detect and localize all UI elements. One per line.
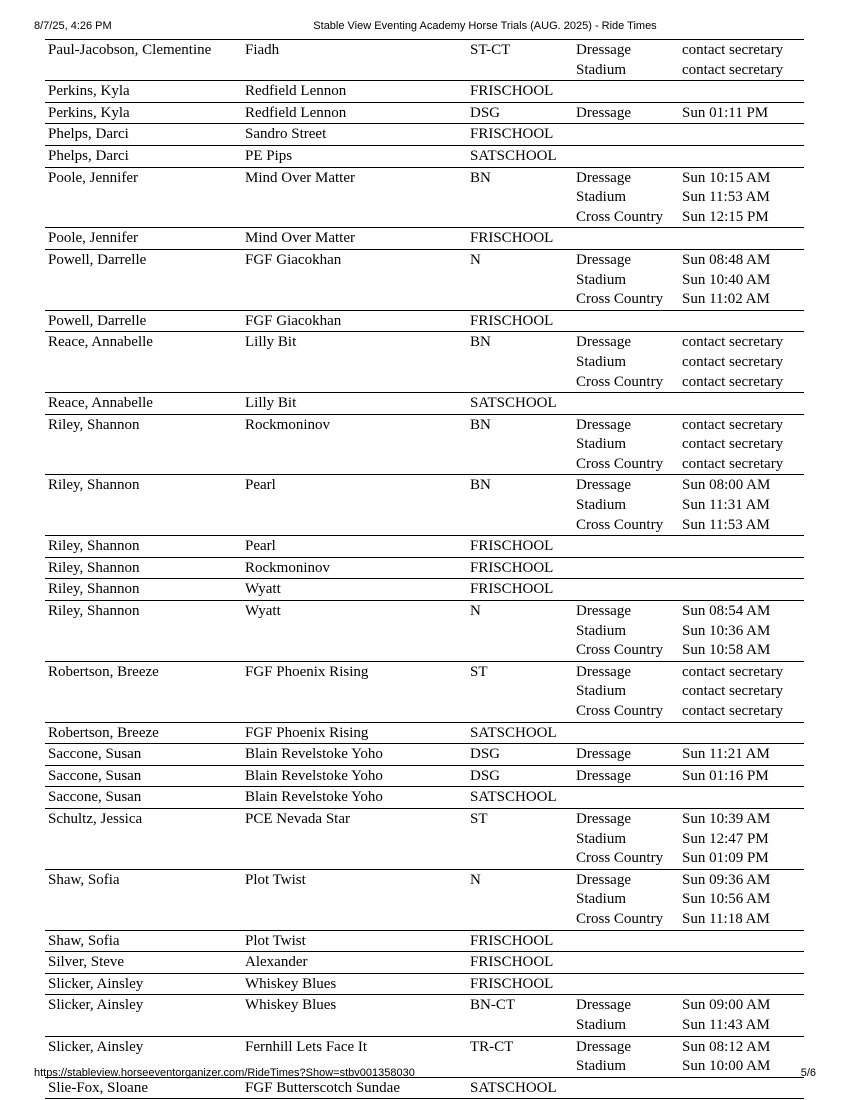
rider-cell: Silver, Steve xyxy=(48,954,125,971)
rider-cell: Phelps, Darci xyxy=(48,126,129,143)
phase-label: Stadium xyxy=(576,1016,627,1033)
ride-time: contact secretary xyxy=(682,42,784,58)
phase-cell xyxy=(573,952,679,974)
horse-cell: Fiadh xyxy=(245,42,280,58)
rider-cell: Perkins, Kyla xyxy=(48,83,130,100)
phase-label: Dressage xyxy=(576,1038,631,1055)
ride-time: contact secretary xyxy=(682,353,784,370)
table-row xyxy=(45,744,804,766)
phase-label: Dressage xyxy=(576,42,631,58)
horse-cell: PCE Nevada Star xyxy=(245,810,350,827)
phase-label: Stadium xyxy=(576,622,627,639)
rider-cell: Robertson, Breeze xyxy=(48,663,159,680)
rider-cell: Riley, Shannon xyxy=(48,581,140,598)
division-cell: ST xyxy=(470,810,488,827)
phase-label: Stadium xyxy=(576,436,627,453)
horse-cell: Pearl xyxy=(245,477,276,494)
ride-time: Sun 10:15 AM xyxy=(682,169,771,186)
table-row xyxy=(45,228,804,250)
ride-time: Sun 11:02 AM xyxy=(682,291,770,308)
horse-cell: FGF Giacokhan xyxy=(245,251,342,268)
table-row xyxy=(45,661,804,722)
phase-label: Stadium xyxy=(576,353,627,370)
division-cell: FRISCHOOL xyxy=(470,975,554,992)
rider-cell: Slicker, Ainsley xyxy=(48,975,144,992)
division-cell: SATSCHOOL xyxy=(470,789,557,806)
phase-label: Cross Country xyxy=(576,516,664,533)
division-cell: FRISCHOOL xyxy=(470,954,554,971)
horse-cell: FGF Giacokhan xyxy=(245,312,342,329)
rider-cell: Poole, Jennifer xyxy=(48,230,138,247)
phase-label: Stadium xyxy=(576,683,627,700)
division-cell: BN xyxy=(470,169,491,186)
ride-time: Sun 12:15 PM xyxy=(682,208,769,225)
time-cell xyxy=(679,973,804,995)
ride-times-body xyxy=(45,40,804,1099)
ride-time: Sun 11:43 AM xyxy=(682,1016,770,1033)
time-cell xyxy=(679,102,804,124)
horse-cell: Blain Revelstoke Yoho xyxy=(245,746,383,763)
time-cell xyxy=(679,167,804,228)
phase-cell xyxy=(573,765,679,787)
ride-time: Sun 11:21 AM xyxy=(682,746,770,763)
ride-time: Sun 12:47 PM xyxy=(682,830,769,847)
ride-time: contact secretary xyxy=(682,683,784,700)
horse-cell: Rockmoninov xyxy=(245,559,330,576)
phase-label: Dressage xyxy=(576,169,631,186)
phase-cell xyxy=(573,167,679,228)
ride-time: Sun 09:36 AM xyxy=(682,871,771,888)
rider-cell: Paul-Jacobson, Clementine xyxy=(48,42,212,58)
division-cell: DSG xyxy=(470,767,501,784)
ride-time: contact secretary xyxy=(682,663,784,680)
time-cell xyxy=(679,124,804,146)
phase-label: Cross Country xyxy=(576,910,664,927)
ride-times-table xyxy=(45,39,804,1099)
phase-label: Cross Country xyxy=(576,455,664,472)
ride-time: Sun 11:53 AM xyxy=(682,189,770,206)
horse-cell: Redfield Lennon xyxy=(245,83,347,100)
phase-label: Cross Country xyxy=(576,208,664,225)
ride-time: Sun 11:31 AM xyxy=(682,497,770,514)
phase-cell xyxy=(573,310,679,332)
rider-cell: Powell, Darrelle xyxy=(48,251,147,268)
table-row xyxy=(45,995,804,1036)
rider-cell: Poole, Jennifer xyxy=(48,169,138,186)
horse-cell: PE Pips xyxy=(245,147,293,164)
time-cell xyxy=(679,995,804,1036)
table-row xyxy=(45,124,804,146)
time-cell xyxy=(679,536,804,558)
ride-time: contact secretary xyxy=(682,373,784,390)
rider-cell: Shaw, Sofia xyxy=(48,932,120,949)
division-cell: BN xyxy=(470,477,491,494)
table-row xyxy=(45,310,804,332)
division-cell: FRISCHOOL xyxy=(470,230,554,247)
rider-cell: Slicker, Ainsley xyxy=(48,1038,144,1055)
horse-cell: Mind Over Matter xyxy=(245,230,355,247)
table-row xyxy=(45,930,804,952)
ride-time: contact secretary xyxy=(682,703,784,719)
horse-cell: Rockmoninov xyxy=(245,416,330,433)
horse-cell: Wyatt xyxy=(245,603,281,620)
rider-cell: Phelps, Darci xyxy=(48,147,129,164)
time-cell xyxy=(679,332,804,393)
table-row xyxy=(45,765,804,787)
phase-label: Dressage xyxy=(576,416,631,433)
ride-time: contact secretary xyxy=(682,455,784,472)
phase-label: Cross Country xyxy=(576,373,664,390)
table-row xyxy=(45,414,804,475)
division-cell: BN xyxy=(470,334,491,351)
phase-cell xyxy=(573,808,679,869)
division-cell: FRISCHOOL xyxy=(470,126,554,143)
table-row xyxy=(45,601,804,662)
phase-label: Dressage xyxy=(576,746,631,763)
table-row xyxy=(45,145,804,167)
phase-cell xyxy=(573,124,679,146)
table-row xyxy=(45,952,804,974)
division-cell: N xyxy=(470,871,481,888)
phase-cell xyxy=(573,102,679,124)
rider-cell: Slicker, Ainsley xyxy=(48,997,144,1014)
table-row xyxy=(45,81,804,103)
table-row xyxy=(45,475,804,536)
time-cell xyxy=(679,40,804,81)
horse-cell: Lilly Bit xyxy=(245,395,297,412)
time-cell xyxy=(679,661,804,722)
page-number: 5/6 xyxy=(800,1067,816,1079)
table-row xyxy=(45,167,804,228)
table-row xyxy=(45,536,804,558)
phase-cell xyxy=(573,414,679,475)
phase-label: Cross Country xyxy=(576,642,664,659)
division-cell: FRISCHOOL xyxy=(470,932,554,949)
ride-time: Sun 08:54 AM xyxy=(682,603,771,620)
division-cell: SATSCHOOL xyxy=(470,147,557,164)
phase-cell xyxy=(573,744,679,766)
time-cell xyxy=(679,228,804,250)
phase-label: Stadium xyxy=(576,189,627,206)
horse-cell: Lilly Bit xyxy=(245,334,297,351)
division-cell: N xyxy=(470,251,481,268)
ride-time: contact secretary xyxy=(682,334,784,351)
phase-label: Stadium xyxy=(576,271,627,288)
horse-cell: Redfield Lennon xyxy=(245,104,347,121)
rider-cell: Riley, Shannon xyxy=(48,603,140,620)
division-cell: ST-CT xyxy=(470,42,511,58)
time-cell xyxy=(679,393,804,415)
ride-time: Sun 08:12 AM xyxy=(682,1038,771,1055)
phase-label: Dressage xyxy=(576,334,631,351)
rider-cell: Reace, Annabelle xyxy=(48,334,153,351)
division-cell: FRISCHOOL xyxy=(470,581,554,598)
phase-label: Dressage xyxy=(576,997,631,1014)
ride-time: Sun 10:00 AM xyxy=(682,1058,771,1075)
division-cell: BN-CT xyxy=(470,997,515,1014)
phase-cell xyxy=(573,40,679,81)
phase-label: Stadium xyxy=(576,1058,627,1075)
phase-label: Dressage xyxy=(576,104,631,121)
horse-cell: Pearl xyxy=(245,538,276,555)
ride-time: Sun 01:11 PM xyxy=(682,104,769,121)
time-cell xyxy=(679,808,804,869)
rider-cell: Schultz, Jessica xyxy=(48,810,143,827)
ride-time: Sun 10:58 AM xyxy=(682,642,771,659)
horse-cell: Whiskey Blues xyxy=(245,997,337,1014)
page-footer xyxy=(0,1067,850,1081)
horse-cell: Wyatt xyxy=(245,581,281,598)
table-row xyxy=(45,332,804,393)
rider-cell: Shaw, Sofia xyxy=(48,871,120,888)
table-row xyxy=(45,40,804,81)
table-row xyxy=(45,102,804,124)
page-header xyxy=(0,20,850,34)
rider-cell: Saccone, Susan xyxy=(48,746,142,763)
phase-cell xyxy=(573,228,679,250)
horse-cell: Sandro Street xyxy=(245,126,327,143)
rider-cell: Reace, Annabelle xyxy=(48,395,153,412)
horse-cell: FGF Butterscotch Sundae xyxy=(245,1079,400,1096)
phase-cell xyxy=(573,579,679,601)
division-cell: BN xyxy=(470,416,491,433)
phase-label: Cross Country xyxy=(576,703,664,719)
time-cell xyxy=(679,787,804,809)
division-cell: SATSCHOOL xyxy=(470,395,557,412)
horse-cell: Whiskey Blues xyxy=(245,975,337,992)
division-cell: SATSCHOOL xyxy=(470,1079,557,1096)
ride-time: Sun 11:53 AM xyxy=(682,516,770,533)
table-row xyxy=(45,557,804,579)
phase-label: Dressage xyxy=(576,477,631,494)
phase-label: Cross Country xyxy=(576,850,664,867)
phase-cell xyxy=(573,930,679,952)
phase-label: Stadium xyxy=(576,497,627,514)
phase-cell xyxy=(573,995,679,1036)
ride-time: Sun 08:48 AM xyxy=(682,251,771,268)
phase-cell xyxy=(573,973,679,995)
rider-cell: Riley, Shannon xyxy=(48,559,140,576)
time-cell xyxy=(679,722,804,744)
phase-label: Cross Country xyxy=(576,291,664,308)
table-row xyxy=(45,722,804,744)
ride-time: Sun 08:00 AM xyxy=(682,477,771,494)
phase-cell xyxy=(573,661,679,722)
ride-time: Sun 10:40 AM xyxy=(682,271,771,288)
time-cell xyxy=(679,310,804,332)
phase-label: Dressage xyxy=(576,871,631,888)
horse-cell: FGF Phoenix Rising xyxy=(245,663,369,680)
table-row xyxy=(45,808,804,869)
time-cell xyxy=(679,869,804,930)
phase-label: Dressage xyxy=(576,810,631,827)
phase-cell xyxy=(573,332,679,393)
time-cell xyxy=(679,414,804,475)
horse-cell: Alexander xyxy=(245,954,308,971)
phase-cell xyxy=(573,536,679,558)
phase-label: Stadium xyxy=(576,61,627,78)
ride-time: contact secretary xyxy=(682,416,784,433)
horse-cell: Mind Over Matter xyxy=(245,169,355,186)
division-cell: FRISCHOOL xyxy=(470,559,554,576)
ride-time: Sun 09:00 AM xyxy=(682,997,771,1014)
phase-label: Dressage xyxy=(576,251,631,268)
division-cell: ST xyxy=(470,663,488,680)
time-cell xyxy=(679,952,804,974)
time-cell xyxy=(679,249,804,310)
rider-cell: Robertson, Breeze xyxy=(48,724,159,741)
time-cell xyxy=(679,601,804,662)
table-row xyxy=(45,393,804,415)
time-cell xyxy=(679,765,804,787)
phase-cell xyxy=(573,869,679,930)
phase-label: Dressage xyxy=(576,663,631,680)
phase-cell xyxy=(573,475,679,536)
time-cell xyxy=(679,81,804,103)
phase-label: Stadium xyxy=(576,830,627,847)
rider-cell: Riley, Shannon xyxy=(48,416,140,433)
time-cell xyxy=(679,744,804,766)
table-row xyxy=(45,579,804,601)
rider-cell: Saccone, Susan xyxy=(48,789,142,806)
phase-cell xyxy=(573,393,679,415)
phase-cell xyxy=(573,557,679,579)
division-cell: TR-CT xyxy=(470,1038,514,1055)
time-cell xyxy=(679,475,804,536)
division-cell: DSG xyxy=(470,104,501,121)
phase-cell xyxy=(573,81,679,103)
time-cell xyxy=(679,579,804,601)
table-row xyxy=(45,869,804,930)
document-title: Stable View Eventing Academy Horse Trials (AUG. 2025) - Ride Times xyxy=(313,20,657,32)
ride-time: contact secretary xyxy=(682,436,784,453)
horse-cell: Fernhill Lets Face It xyxy=(245,1038,368,1055)
rider-cell: Powell, Darrelle xyxy=(48,312,147,329)
phase-cell xyxy=(573,145,679,167)
table-row xyxy=(45,249,804,310)
rider-cell: Riley, Shannon xyxy=(48,538,140,555)
horse-cell: Blain Revelstoke Yoho xyxy=(245,767,383,784)
phase-cell xyxy=(573,722,679,744)
division-cell: SATSCHOOL xyxy=(470,724,557,741)
print-datetime: 8/7/25, 4:26 PM xyxy=(34,20,112,32)
ride-time: Sun 10:56 AM xyxy=(682,891,771,908)
phase-cell xyxy=(573,787,679,809)
division-cell: FRISCHOOL xyxy=(470,83,554,100)
ride-time: Sun 11:18 AM xyxy=(682,910,770,927)
phase-cell xyxy=(573,249,679,310)
table-row xyxy=(45,787,804,809)
ride-time: Sun 10:39 AM xyxy=(682,810,771,827)
phase-label: Dressage xyxy=(576,603,631,620)
horse-cell: FGF Phoenix Rising xyxy=(245,724,369,741)
page-url: https://stableview.horseeventorganizer.com/RideTimes?Show=stbv001358030 xyxy=(34,1067,415,1079)
division-cell: N xyxy=(470,603,481,620)
phase-cell xyxy=(573,601,679,662)
rider-cell: Saccone, Susan xyxy=(48,767,142,784)
time-cell xyxy=(679,557,804,579)
phase-label: Stadium xyxy=(576,891,627,908)
division-cell: DSG xyxy=(470,746,501,763)
ride-time: Sun 01:16 PM xyxy=(682,767,769,784)
table-row xyxy=(45,973,804,995)
ride-time: contact secretary xyxy=(682,61,784,78)
time-cell xyxy=(679,145,804,167)
phase-label: Dressage xyxy=(576,767,631,784)
rider-cell: Slie-Fox, Sloane xyxy=(48,1079,148,1096)
horse-cell: Plot Twist xyxy=(245,871,306,888)
time-cell xyxy=(679,930,804,952)
rider-cell: Riley, Shannon xyxy=(48,477,140,494)
ride-time: Sun 01:09 PM xyxy=(682,850,769,867)
ride-time: Sun 10:36 AM xyxy=(682,622,771,639)
division-cell: FRISCHOOL xyxy=(470,312,554,329)
horse-cell: Plot Twist xyxy=(245,932,306,949)
rider-cell: Perkins, Kyla xyxy=(48,104,130,121)
division-cell: FRISCHOOL xyxy=(470,538,554,555)
horse-cell: Blain Revelstoke Yoho xyxy=(245,789,383,806)
